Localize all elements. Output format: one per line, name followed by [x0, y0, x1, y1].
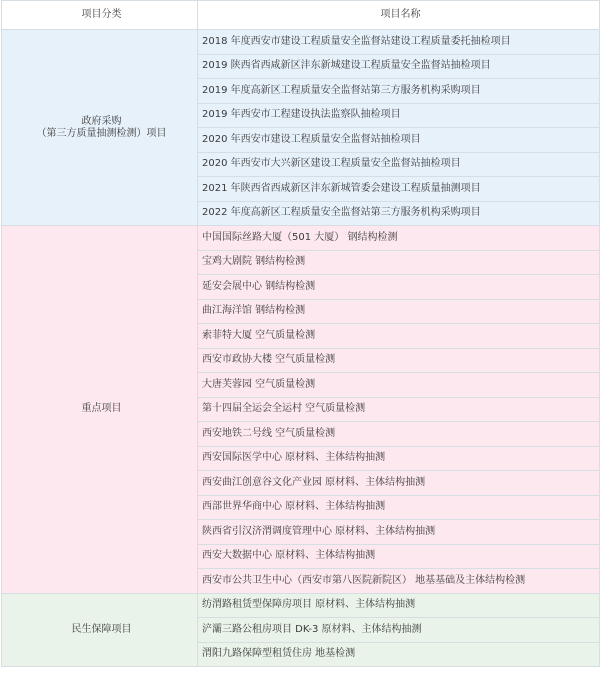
category-line: （第三方质量抽测检测）项目: [36, 127, 167, 139]
project-name-cell: 延安会展中心 钢结构检测: [198, 275, 600, 300]
header-project-name: 项目名称: [198, 1, 600, 30]
category-key-projects: [2, 226, 198, 594]
project-name-cell: 浐灞三路公租房项目 DK-3 原材料、主体结构抽测: [198, 618, 600, 643]
project-name-cell: 2020 年西安市大兴新区建设工程质量安全监督站抽检项目: [198, 152, 600, 177]
category-line: 民生保障项目: [71, 623, 132, 635]
project-name-cell: 大唐芙蓉园 空气质量检测: [198, 373, 600, 398]
project-name-cell: 第十四届全运会全运村 空气质量检测: [198, 397, 600, 422]
table-row: [2, 30, 600, 55]
table-row: [2, 593, 600, 618]
project-name-cell: 曲江海洋馆 钢结构检测: [198, 299, 600, 324]
project-name-cell: 纺渭路租赁型保障房项目 原材料、主体结构抽测: [198, 593, 600, 618]
project-name-cell: 西安市政协大楼 空气质量检测: [198, 348, 600, 373]
project-name-cell: 渭阳九路保障型租赁住房 地基检测: [198, 642, 600, 667]
project-name-cell: 2019 年度高新区工程质量安全监督站第三方服务机构采购项目: [198, 79, 600, 104]
project-name-cell: 陕西省引汉济渭调度管理中心 原材料、主体结构抽测: [198, 520, 600, 545]
project-name-cell: 西安大数据中心 原材料、主体结构抽测: [198, 544, 600, 569]
project-name-cell: 2020 年西安市建设工程质量安全监督站抽检项目: [198, 128, 600, 153]
project-name-cell: 2019 年西安市工程建设执法监察队抽检项目: [198, 103, 600, 128]
project-name-cell: 2018 年度西安市建设工程质量安全监督站建设工程质量委托抽检项目: [198, 30, 600, 55]
project-name-cell: 中国国际丝路大厦（501 大厦） 钢结构检测: [198, 226, 600, 251]
category-line: 政府采购: [81, 115, 122, 127]
category-government-procurement: [2, 30, 198, 226]
project-name-cell: 西安国际医学中心 原材料、主体结构抽测: [198, 446, 600, 471]
project-name-cell: 2022 年度高新区工程质量安全监督站第三方服务机构采购项目: [198, 201, 600, 226]
project-name-cell: 索菲特大厦 空气质量检测: [198, 324, 600, 349]
project-name-cell: 2019 陕西省西咸新区沣东新城建设工程质量安全监督站抽检项目: [198, 54, 600, 79]
header-category: 项目分类: [2, 1, 198, 30]
category-line: 重点项目: [81, 403, 122, 415]
project-name-cell: 西部世界华商中心 原材料、主体结构抽测: [198, 495, 600, 520]
project-name-cell: 宝鸡大剧院 钢结构检测: [198, 250, 600, 275]
project-table: [1, 0, 600, 667]
table-row: [2, 226, 600, 251]
project-name-cell: 西安地铁二号线 空气质量检测: [198, 422, 600, 447]
project-name-cell: 西安市公共卫生中心（西安市第八医院新院区） 地基基础及主体结构检测: [198, 569, 600, 594]
table-header-row: [2, 1, 600, 30]
project-name-cell: 西安曲江创意谷文化产业园 原材料、主体结构抽测: [198, 471, 600, 496]
project-name-cell: 2021 年陕西省西咸新区沣东新城管委会建设工程质量抽测项目: [198, 177, 600, 202]
category-livelihood-projects: [2, 593, 198, 667]
